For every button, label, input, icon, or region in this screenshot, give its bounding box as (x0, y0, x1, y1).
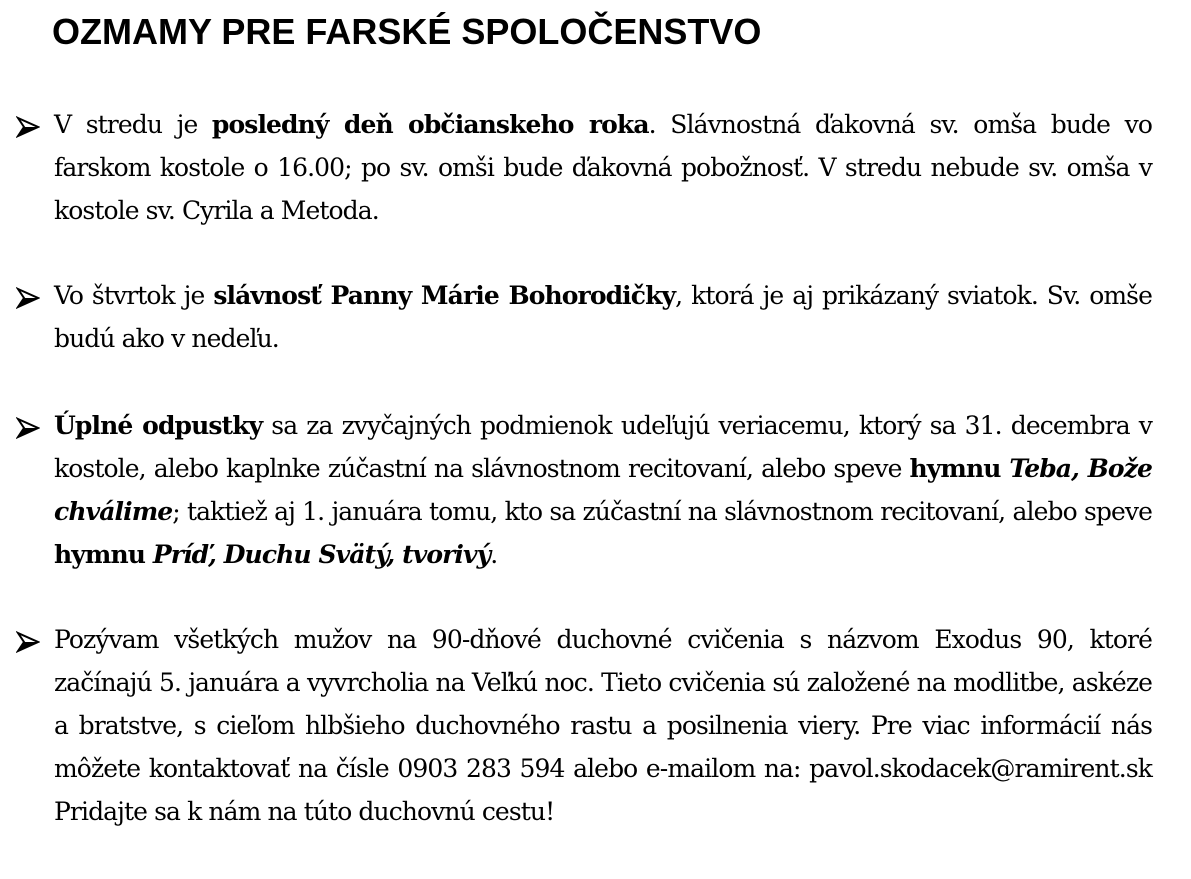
text-run: sa za zvyčajných podmienok udeľujú veriacemu, ktorý sa 31. decembra v kostole, alebo kaplnke zúčastní na slávnostnom recitovaní, alebo speve (54, 411, 1152, 483)
text-run: Pozývam všetkých mužov na 90-dňové duchovné cvičenia s názvom Exodus 90, ktoré začínajú 5. januára a vyvrcholia na Veľkú noc. Tieto cvičenia sú založené na modlitbe, askéze a bratstve, s cieľom hlbšieho duchovného rastu a posilnenia viery. Pre viac informácií nás môžete kontaktovať na čísle 0903 283 594 alebo e-mailom na: pavol.skodacek@ramirent.sk Pridajte sa k nám na túto duchovnú cestu! (54, 625, 1152, 826)
highlight-text: hymnu (909, 454, 1010, 483)
arrowhead-bullet-icon (16, 286, 40, 310)
announcement-text (54, 103, 1152, 232)
text-run: . Slávnostná ďakovná sv. omša bude vo farskom kostole o 16.00; po sv. omši bude ďakovná pobožnosť. V stredu nebude sv. omša v kostole sv. Cyrila a Metoda. (54, 110, 1152, 225)
announcement-text (54, 274, 1152, 360)
arrowhead-bullet-icon (16, 115, 40, 139)
page-title: OZMAMY PRE FARSKÉ SPOLOČENSTVO (52, 11, 762, 52)
arrowhead-bullet-icon (16, 630, 40, 654)
announcement-text (54, 404, 1152, 576)
hymn-title: Príď, Duchu Svätý, tvorivý (152, 540, 491, 569)
text-run: ; taktiež aj 1. januára tomu, kto sa zúčastní na slávnostnom recitovaní, alebo speve (172, 497, 1152, 526)
text-run: V stredu je (54, 110, 212, 139)
highlight-text: hymnu (54, 540, 153, 569)
announcement-text (54, 618, 1152, 833)
highlight-text: Úplné odpustky (54, 411, 263, 440)
highlight-text: posledný deň občianskeho roka (211, 110, 649, 139)
text-run: Vo štvrtok je (54, 281, 214, 310)
text-run: , ktorá je aj prikázaný sviatok. Sv. omše budú ako v nedeľu. (54, 281, 1152, 353)
arrowhead-bullet-icon (16, 416, 40, 440)
text-run: . (490, 540, 498, 569)
highlight-text: slávnosť Panny Márie Bohorodičky (213, 281, 676, 310)
hymn-title: Teba, Bože chválime (54, 454, 1153, 526)
